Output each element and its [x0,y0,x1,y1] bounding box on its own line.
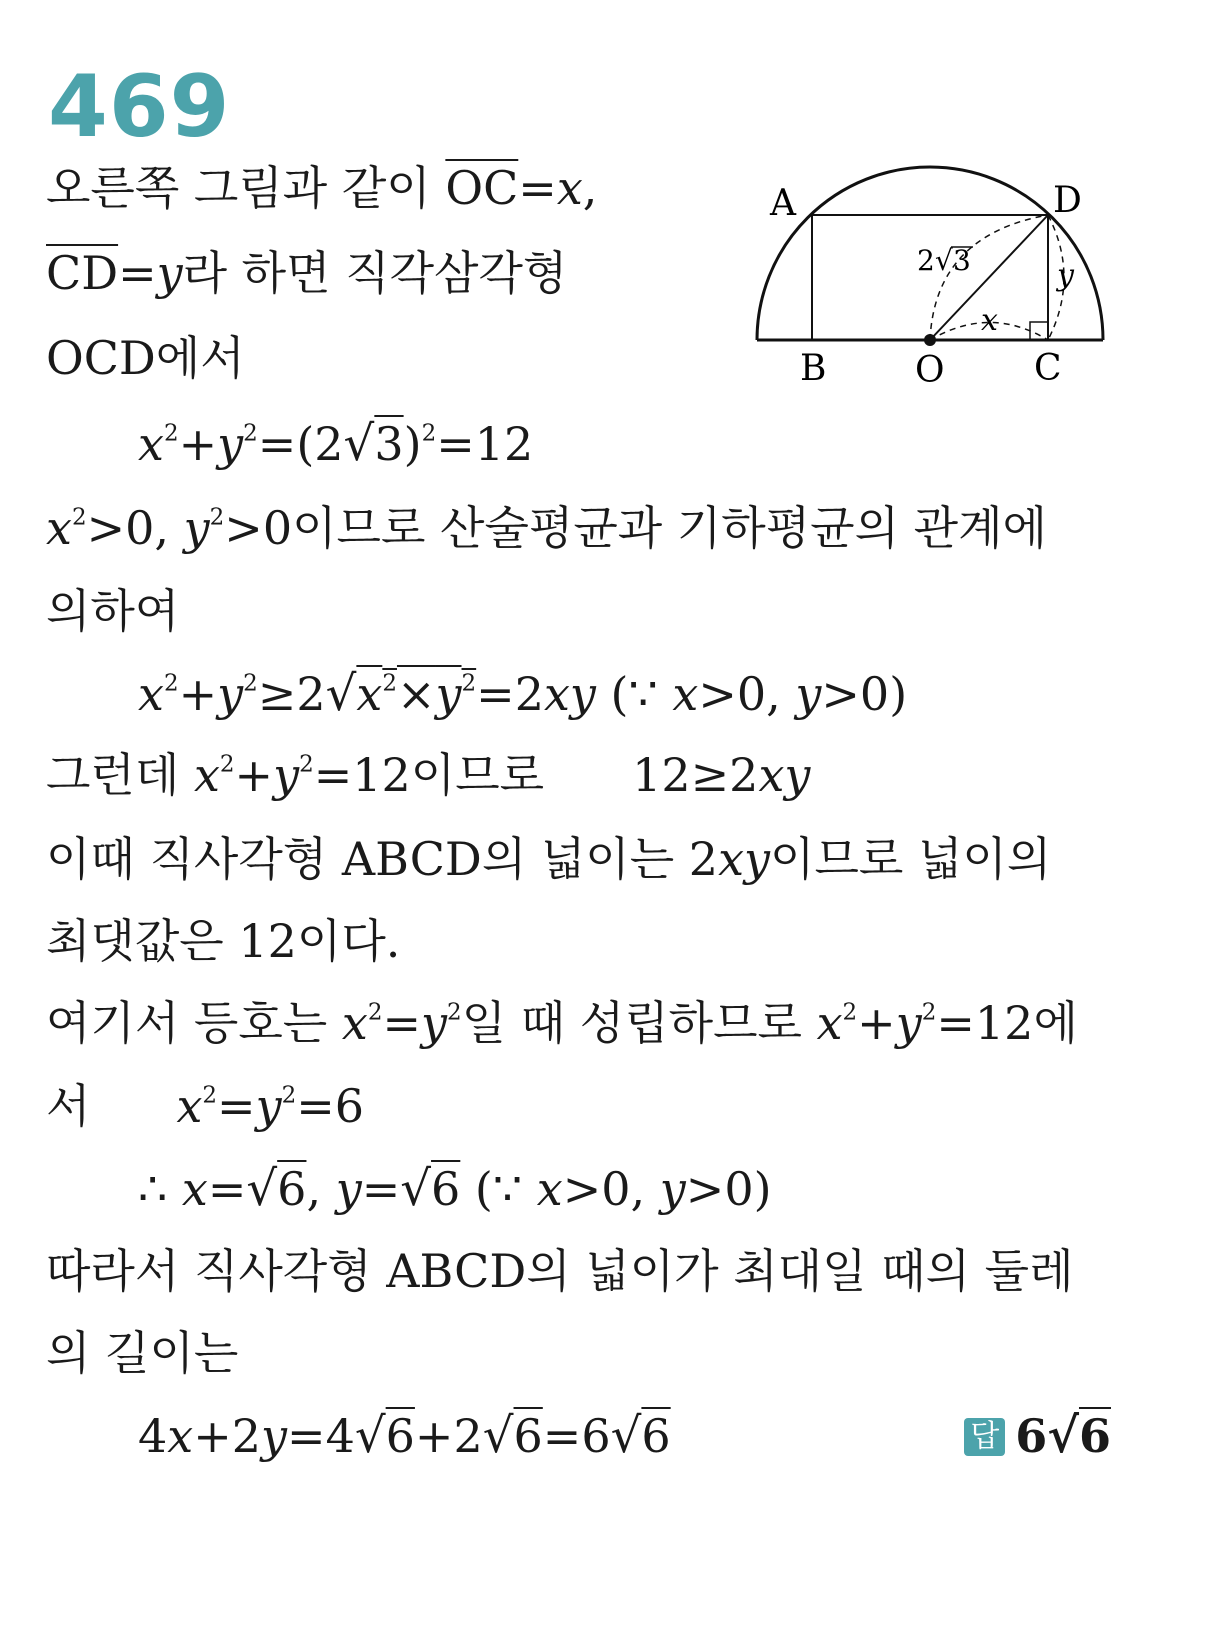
line-5: $x^2>0$, $y^2>0$이므로 산술평균과 기하평균의 관계에 [46,501,1047,555]
semicircle-figure [745,155,1125,395]
label-y: y [1057,258,1074,293]
line-12: 서 $x^2=y^2=6$ [46,1079,365,1133]
segment-oc: $\overline{OC}$ [445,161,519,215]
label-diag-radicand: 3 [953,244,971,277]
label-diag-root: √ [935,244,953,277]
line-1: 오른쪽 그림과 같이 $\overline{OC}=x$, [46,161,598,215]
label-o: O [915,350,945,391]
right-angle-mark [1030,322,1048,340]
line-3: OCD에서 [46,331,245,385]
label-b: B [800,348,827,389]
line-15: 의 길이는 [46,1326,239,1380]
line-8: 그런데 $x^2+y^2=12$이므로 12≥2xy [46,748,811,802]
line-2: $\overline{CD}=y$라 하면 직각삼각형 [46,246,568,300]
answer: 답 6√6 [964,1412,1111,1460]
point-o [924,334,936,346]
problem-number: 469 [48,57,231,157]
line-9: 이때 직사각형 ABCD의 넓이는 2xy이므로 넓이의 [46,832,1052,886]
segment-cd: $\overline{CD}$ [46,246,119,300]
label-c: C [1034,348,1062,389]
equation-am-gm: $x^2+y^2\ge 2√x^2\times y^2=2xy$ (∵ x>0, y>0) [138,666,908,722]
equation-solution: ∴ x=√6, y=√6 (∵ x>0, y>0) [138,1161,772,1217]
line-6: 의하여 [46,584,180,638]
line-10: 최댓값은 12이다. [46,914,401,968]
label-diag: 2 [917,244,935,277]
equation-pythagoras: $x^2+y^2=(2√3)^2=12$ [138,416,534,472]
line-14: 따라서 직사각형 ABCD의 넓이가 최대일 때의 둘레 [46,1244,1074,1298]
label-a: A [770,183,796,224]
equation-perimeter: 4x+2y=4√6+2√6=6√6 [138,1408,671,1464]
label-x: x [981,303,998,338]
answer-badge: 답 [964,1418,1005,1456]
line-11: 여기서 등호는 $x^2=y^2$일 때 성립하므로 $x^2+y^2=12$에 [46,996,1078,1050]
label-d: D [1053,180,1082,221]
